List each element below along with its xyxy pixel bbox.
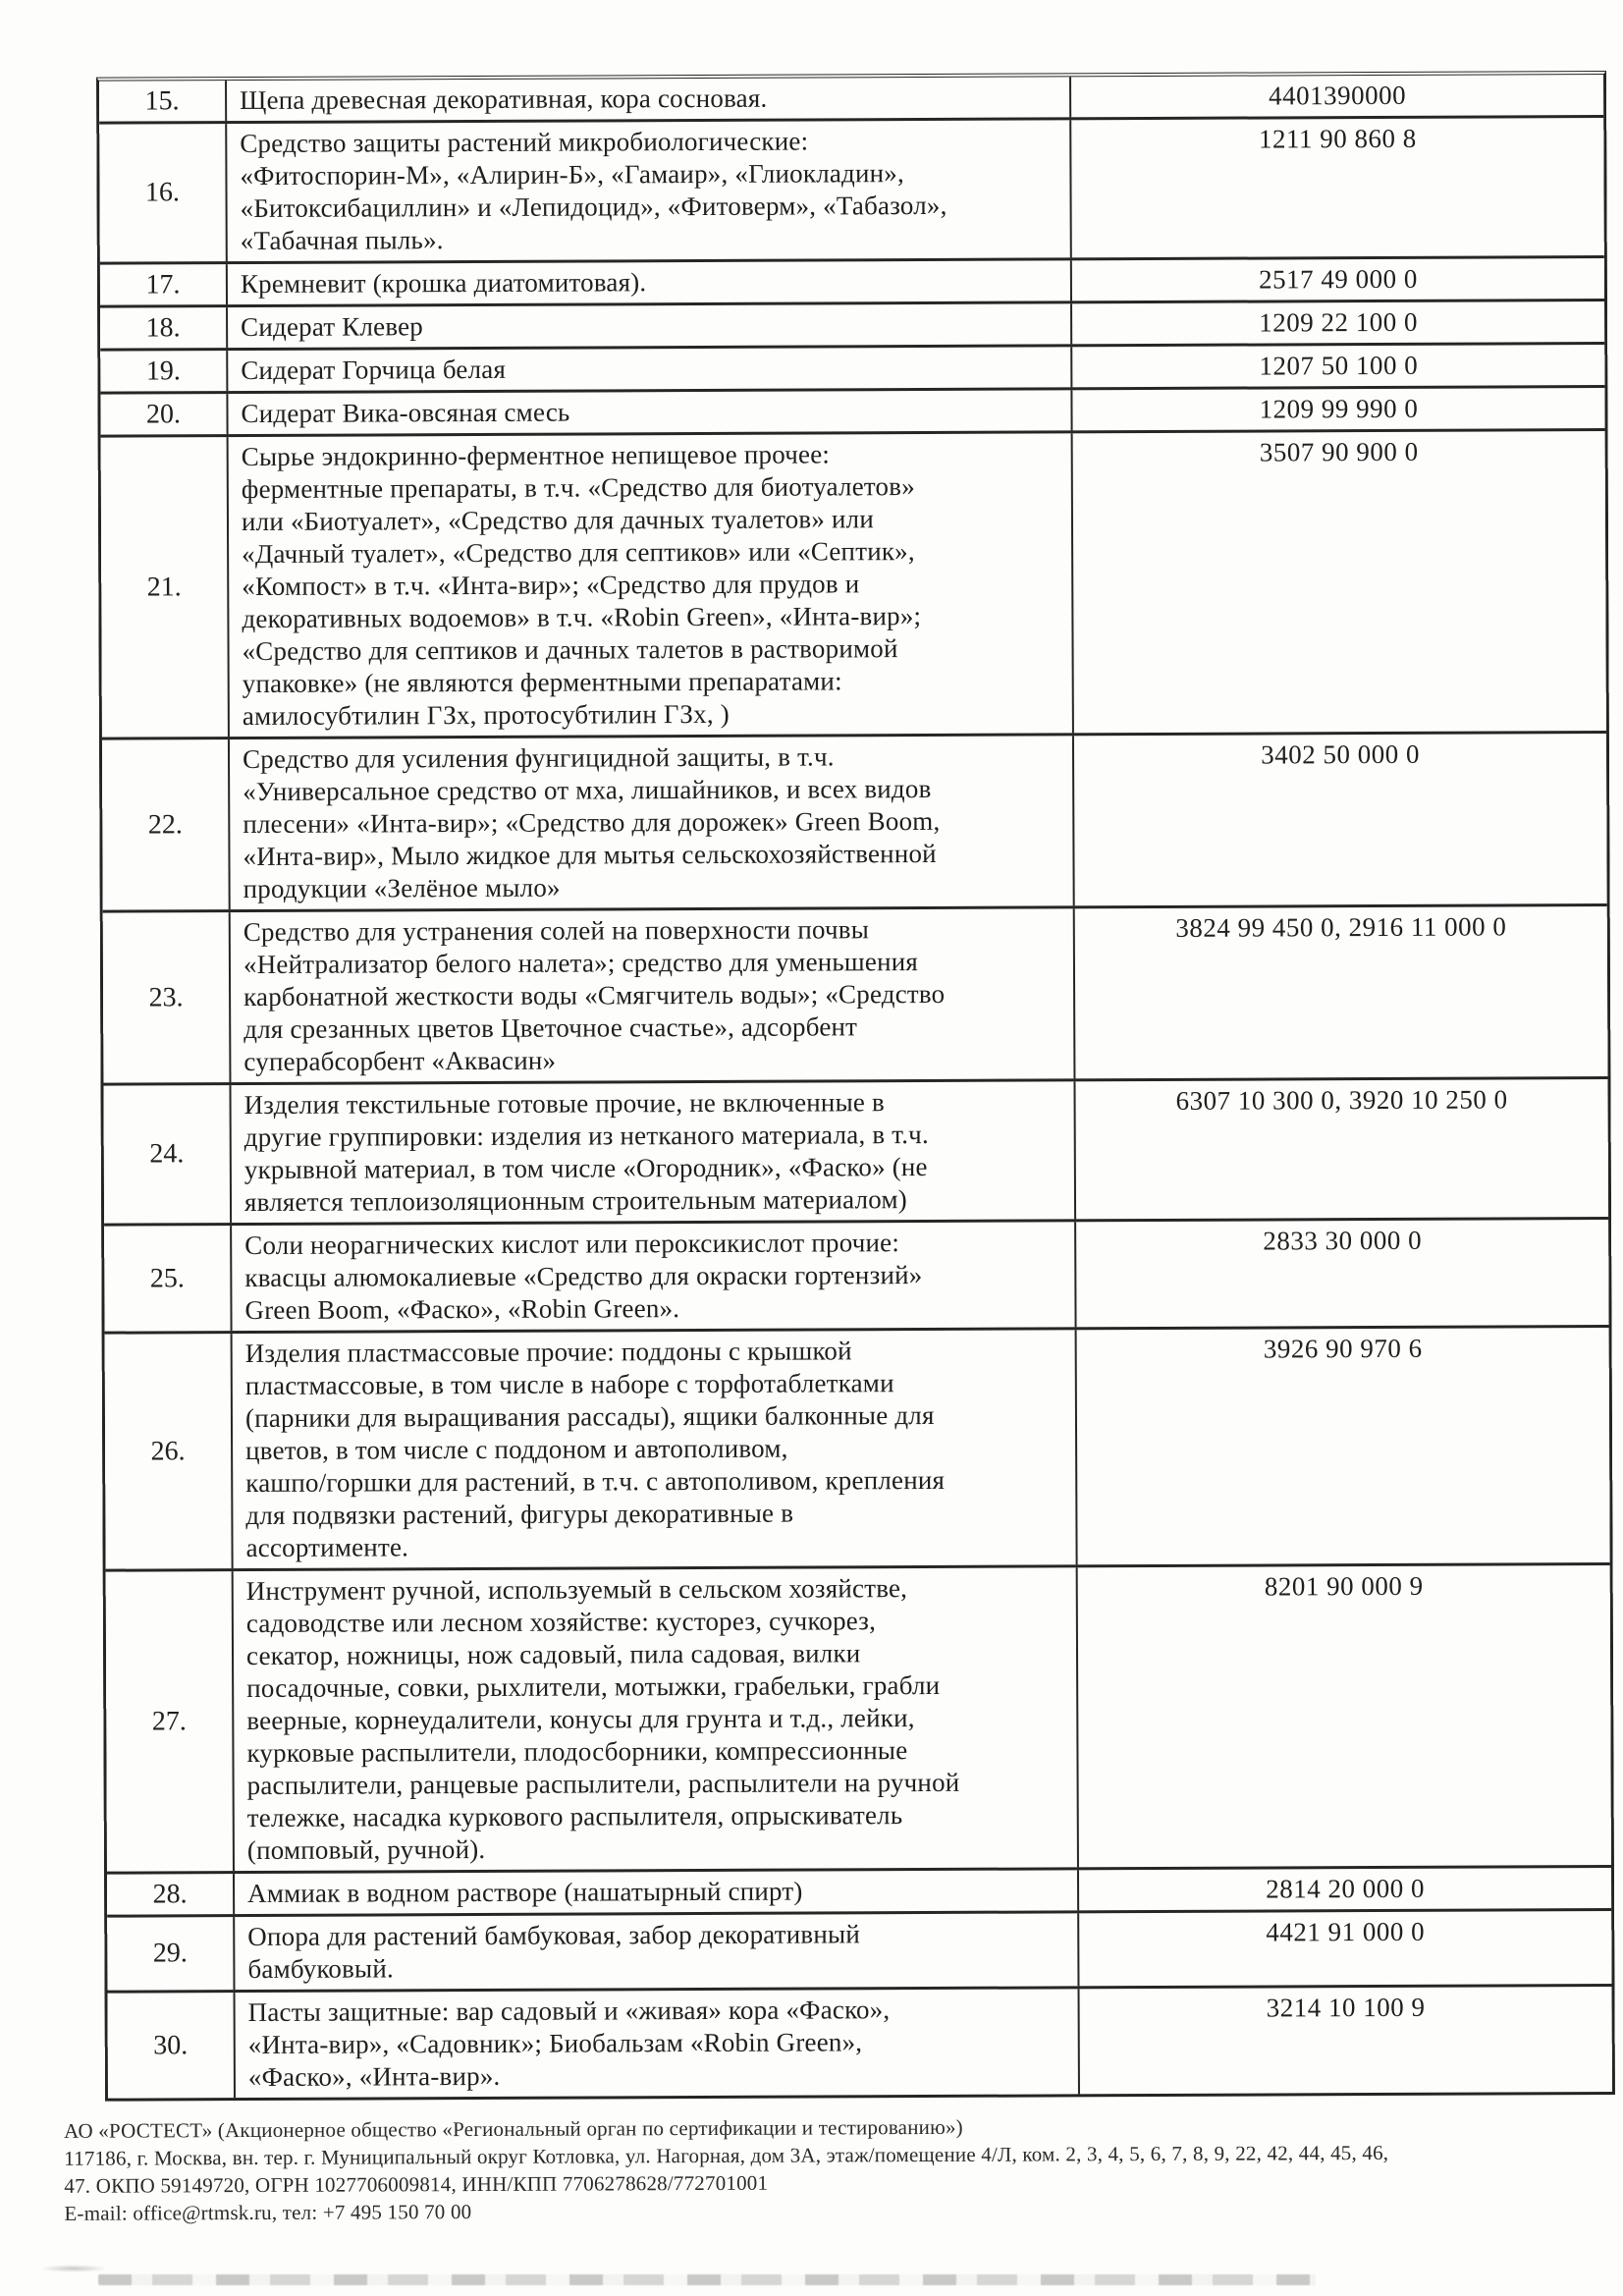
row-number-cell: 18.: [100, 307, 228, 349]
code-cell: 8201 90 000 9: [1264, 1570, 1424, 1602]
code-cell: 1209 99 990 0: [1259, 393, 1419, 424]
code-cell: 2517 49 000 0: [1258, 263, 1418, 295]
code-cell: 3214 10 100 9: [1266, 1992, 1426, 2023]
code-cell: 4421 91 000 0: [1266, 1916, 1426, 1947]
row-number-cell: 24.: [103, 1085, 232, 1224]
row-number-cell: 30.: [108, 1993, 236, 2099]
description-cell: Пасты защитные: вар садовый и «живая» кора «Фаско», «Инта-вир», «Садовник»; Биобальзам «Robin Green», «Фаско», «Инта-вир».: [236, 1989, 1080, 2098]
description-cell: Средство защиты растений микробиологические: «Фитоспорин-М», «Алирин-Б», «Гамаир», «Глиокладин», «Битоксибациллин» и «Лепидоцид», «Фитоверм», «Табазол», «Табачная пыль».: [227, 120, 1072, 261]
row-number-cell: 27.: [106, 1571, 235, 1872]
table-row: [99, 115, 1604, 262]
row-number-cell: 23.: [103, 912, 232, 1083]
table-row: [100, 385, 1604, 435]
table-row: [106, 1562, 1611, 1872]
code-cell: 4401390000: [1269, 80, 1407, 111]
table-row: [99, 75, 1603, 122]
row-number-cell: 20.: [100, 394, 228, 435]
code-cell: 2833 30 000 0: [1263, 1225, 1423, 1256]
description-cell: Щепа древесная декоративная, кора сосновая.: [227, 77, 1071, 121]
table-row: [102, 731, 1607, 910]
row-number-cell: 15.: [99, 81, 227, 122]
product-table: [96, 71, 1615, 2102]
row-number-cell: 21.: [101, 437, 230, 738]
description-cell: Соли неорагнических кислот или пероксикислот прочие: квасцы алюмокалиевые «Средство для окраски гортензий» Green Boom, «Фаско», «Robin Green».: [232, 1222, 1076, 1331]
table-row: [107, 1908, 1611, 1991]
code-cell: 1211 90 860 8: [1258, 123, 1417, 154]
row-number-cell: 26.: [105, 1334, 234, 1569]
description-cell: Кремневит (крошка диатомитовая).: [228, 260, 1072, 304]
description-cell: Изделия текстильные готовые прочие, не включенные в другие группировки: изделия из нетканого материала, в т.ч. укрывной материал, в том числе «Огородник», «Фаско» (не является теплоизоляционным строительным материалом): [231, 1081, 1076, 1223]
description-cell: Инструмент ручной, используемый в сельском хозяйстве, садоводстве или лесном хозяйстве: кусторез, сучкорез, секатор, ножницы, нож садовый, пила садовая, вилки посадочные, совки, рыхлители, мотыжки, грабельки, грабли веерные, корнеудалители, конусы для грунта и т.д., лейки, курковые распылители, плодосборники, компрессионные распылители, ранцевые распылители, распылители на ручной тележке, насадка куркового распылителя, опрыскиватель (помповый, ручной).: [234, 1567, 1079, 1871]
description-cell: Средство для устранения солей на поверхности почвы «Нейтрализатор белого налета»; средство для уменьшения карбонатной жесткости воды «Смягчитель воды»; «Средство для срезанных цветов Цветочное счастье», адсорбент суперабсорбент «Аквасин»: [231, 908, 1076, 1082]
footer-org-line: АО «РОСТЕСТ» (Акционерное общество «Региональный орган по сертификации и тестированию»): [64, 2114, 963, 2143]
table-row: [108, 1984, 1612, 2099]
description-cell: Сырье эндокринно-ферментное непищевое прочее: ферментные препараты, в т.ч. «Средство для биотуалетов» или «Биотуалет», «Средство для дачных туалетов» или «Дачный туалет», «Средство для септиков» или «Септик», «Компост» в т.ч. «Инта-вир»; «Средство для прудов и декоративных водоемов» в т.ч. «Robin Green», «Инта-вир»; «Средство для септиков и дачных талетов в растворимой упаковке» (не являются ферментными препаратами: амилосубтилин ГЗх, протосубтилин ГЗх, ): [229, 433, 1074, 737]
footer-address-line: 117186, г. Москва, вн. тер. г. Муниципальный округ Котловка, ул. Нагорная, дом 3А, этаж/помещение 4/Л, ком. 2, 3, 4, 5, 6, 7, 8, 9, 22, 42, 44, 45, 46,: [64, 2140, 1389, 2170]
table-row: [104, 1217, 1608, 1332]
code-cell: 3402 50 000 0: [1261, 738, 1420, 770]
description-cell: Сидерат Клевер: [228, 303, 1072, 348]
row-number-cell: 29.: [107, 1917, 235, 1991]
code-cell: 3507 90 900 0: [1259, 436, 1419, 467]
scan-artifact-speck: [39, 2265, 108, 2272]
table-row: [103, 903, 1608, 1083]
footer-requisites-line: 47. ОКПО 59149720, ОГРН 1027706009814, ИНН/КПП 7706278628/772701001: [64, 2170, 769, 2198]
table-row: [100, 342, 1604, 392]
description-cell: Изделия пластмассовые прочие: поддоны с крышкой пластмассовые, в том числе в наборе с торфотаблетками (парники для выращивания рассады), ящики балконные для цветов, в том числе с поддоном и автополивом, кашпо/горшки для растений, в т.ч. с автополивом, крепления для подвязки растений, фигуры декоративные в ассортименте.: [233, 1330, 1078, 1568]
row-number-cell: 28.: [107, 1874, 235, 1915]
table-row: [100, 255, 1604, 305]
table-row: [107, 1865, 1611, 1915]
code-cell: 3824 99 450 0, 2916 11 000 0: [1175, 911, 1507, 943]
description-cell: Аммиак в водном растворе (нашатырный спирт): [235, 1870, 1079, 1914]
row-number-cell: 22.: [102, 739, 231, 910]
row-number-cell: 17.: [100, 264, 228, 305]
description-cell: Сидерат Горчица белая: [228, 347, 1072, 391]
footer-contact-line: E-mail: office@rtmsk.ru, тел: +7 495 150 70 00: [64, 2200, 472, 2225]
footer: [64, 2110, 1615, 2227]
description-cell: Сидерат Вика-овсяная смесь: [228, 390, 1072, 434]
code-cell: 6307 10 300 0, 3920 10 250 0: [1175, 1084, 1508, 1116]
row-number-cell: 16.: [99, 124, 228, 262]
table-row: [100, 299, 1604, 349]
table-row: [103, 1076, 1608, 1224]
code-cell: 3926 90 970 6: [1263, 1333, 1423, 1364]
table-row: [105, 1325, 1610, 1569]
table-row: [101, 428, 1606, 738]
code-cell: 2814 20 000 0: [1266, 1873, 1426, 1904]
code-cell: 1207 50 100 0: [1259, 350, 1419, 381]
code-cell: 1209 22 100 0: [1259, 306, 1419, 338]
row-number-cell: 25.: [104, 1226, 232, 1332]
scan-artifact-strip: [98, 2274, 1316, 2285]
page-content: [64, 71, 1612, 2227]
description-cell: Опора для растений бамбуковая, забор декоративный бамбуковый.: [235, 1913, 1079, 1990]
description-cell: Средство для усиления фунгицидной защиты, в т.ч. «Универсальное средство от мха, лишайников, и всех видов плесени» «Инта-вир»; «Средство для дорожек» Green Boom, «Инта-вир», Мыло жидкое для мытья сельскохозяйственной продукции «Зелёное мыло»: [230, 736, 1075, 909]
row-number-cell: 19.: [100, 351, 228, 392]
